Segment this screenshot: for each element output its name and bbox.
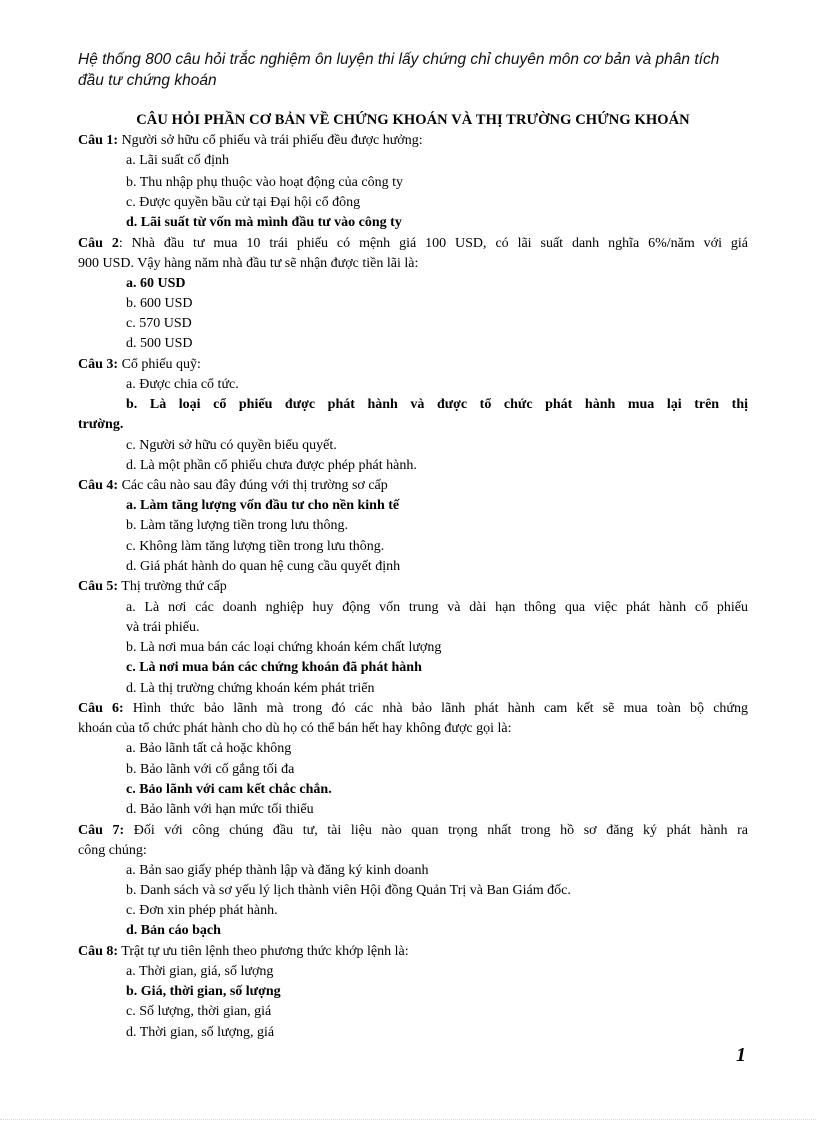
q1-option-d-answer: d. Lãi suất từ vốn mà mình đầu tư vào công ty (126, 215, 402, 230)
question-6 (78, 699, 748, 719)
q7-option-b: b. Danh sách và sơ yếu lý lịch thành viên Hội đồng Quản Trị và Ban Giám đốc. (126, 883, 571, 898)
q5-option-a-cont: và trái phiếu. (126, 620, 200, 635)
question-text: Cổ phiếu quỹ: (118, 357, 201, 372)
q3-option-a: a. Được chia cổ tức. (126, 377, 239, 392)
q5-option-a: a. Là nơi các doanh nghiệp huy động vốn trung và dài hạn thông qua việc phát hành cổ phiếu (126, 600, 748, 615)
question-7 (78, 821, 748, 841)
q1-option-c: c. Được quyền bầu cử tại Đại hội cổ đông (126, 195, 361, 210)
q7-option-d-answer: d. Bản cáo bạch (126, 923, 221, 938)
q6-option-c-answer: c. Bảo lãnh với cam kết chắc chắn. (126, 782, 332, 797)
question-3 (78, 355, 748, 375)
question-text: Các câu nào sau đây đúng với thị trường sơ cấp (118, 478, 388, 493)
question-text: Người sở hữu cổ phiếu và trái phiếu đều được hưởng: (118, 133, 423, 148)
section-title: CÂU HỎI PHẦN CƠ BẢN VỀ CHỨNG KHOÁN VÀ THỊ TRƯỜNG CHỨNG KHOÁN (136, 112, 690, 128)
page-bottom-rule (0, 1119, 816, 1120)
q5-option-d: d. Là thị trường chứng khoán kém phát triển (126, 681, 375, 696)
q5-option-c-answer: c. Là nơi mua bán các chứng khoán đã phát hành (126, 660, 422, 675)
q3-option-c: c. Người sở hữu có quyền biểu quyết. (126, 438, 337, 453)
q6-option-a: a. Bảo lãnh tất cả hoặc không (126, 741, 292, 756)
q4-option-a-answer: a. Làm tăng lượng vốn đầu tư cho nền kinh tế (126, 498, 400, 513)
q7-option-a: a. Bản sao giấy phép thành lập và đăng ký kinh doanh (126, 863, 429, 878)
q2-option-a-answer: a. 60 USD (126, 276, 186, 291)
question-label: Câu 7: (78, 823, 125, 838)
q2-option-c: c. 570 USD (126, 316, 192, 331)
question-text: Hình thức bảo lãnh mà trong đó các nhà bảo lãnh phát hành cam kết sẽ mua toàn bộ chứng (123, 701, 749, 716)
q6-option-b: b. Bảo lãnh với cố gắng tối đa (126, 762, 295, 777)
question-label: Câu 2 (78, 236, 119, 251)
question-label: Câu 8: (78, 944, 119, 959)
page-number: 1 (736, 1044, 746, 1066)
q2-option-b: b. 600 USD (126, 296, 193, 311)
q5-option-b: b. Là nơi mua bán các loại chứng khoán kém chất lượng (126, 640, 442, 655)
question-label: Câu 1: (78, 133, 119, 148)
document-header: Hệ thống 800 câu hỏi trắc nghiệm ôn luyện thi lấy chứng chỉ chuyên môn cơ bản và phân tích đầu tư chứng khoán (78, 51, 720, 89)
q8-option-a: a. Thời gian, giá, số lượng (126, 964, 274, 979)
q8-option-d: d. Thời gian, số lượng, giá (126, 1025, 275, 1040)
q8-option-c: c. Số lượng, thời gian, giá (126, 1004, 272, 1019)
question-text: Thị trường thứ cấp (118, 579, 227, 594)
q4-option-d: d. Giá phát hành do quan hệ cung cầu quyết định (126, 559, 401, 574)
question-text: : Nhà đầu tư mua 10 trái phiếu có mệnh giá 100 USD, có lãi suất danh nghĩa 6%/năm với giá (118, 236, 748, 251)
q3-option-b-answer: b. Là loại cổ phiếu được phát hành và được tổ chức phát hành mua lại trên thị (126, 397, 748, 412)
q4-option-b: b. Làm tăng lượng tiền trong lưu thông. (126, 518, 349, 533)
question-7-cont: công chúng: (78, 843, 147, 858)
question-6-cont: khoán của tổ chức phát hành cho dù họ có thể bán hết hay không được gọi là: (78, 721, 512, 736)
q4-option-c: c. Không làm tăng lượng tiền trong lưu thông. (126, 539, 385, 554)
question-1 (78, 131, 748, 151)
q7-option-c: c. Đơn xin phép phát hành. (126, 903, 278, 918)
q2-option-d: d. 500 USD (126, 336, 193, 351)
question-label: Câu 4: (78, 478, 119, 493)
question-text: Đối với công chúng đầu tư, tài liệu nào quan trọng nhất trong hồ sơ đăng ký phát hành ra (124, 823, 749, 838)
q3-option-d: d. Là một phần cổ phiếu chưa được phép phát hành. (126, 458, 417, 473)
question-2 (78, 234, 748, 254)
q8-option-b-answer: b. Giá, thời gian, số lượng (126, 984, 281, 999)
question-label: Câu 3: (78, 357, 119, 372)
q3-option-b-cont: trường. (78, 417, 124, 432)
q1-option-b: b. Thu nhập phụ thuộc vào hoạt động của công ty (126, 175, 403, 190)
question-8 (78, 942, 748, 962)
question-label: Câu 5: (78, 579, 119, 594)
question-text: Trật tự ưu tiên lệnh theo phương thức khớp lệnh là: (118, 944, 409, 959)
question-4 (78, 476, 748, 496)
q6-option-d: d. Bảo lãnh với hạn mức tối thiểu (126, 802, 314, 817)
question-2-cont: 900 USD. Vậy hàng năm nhà đầu tư sẽ nhận được tiền lãi là: (78, 256, 419, 271)
question-5 (78, 577, 748, 597)
question-label: Câu 6: (78, 701, 124, 716)
q1-option-a: a. Lãi suất cố định (126, 153, 230, 168)
